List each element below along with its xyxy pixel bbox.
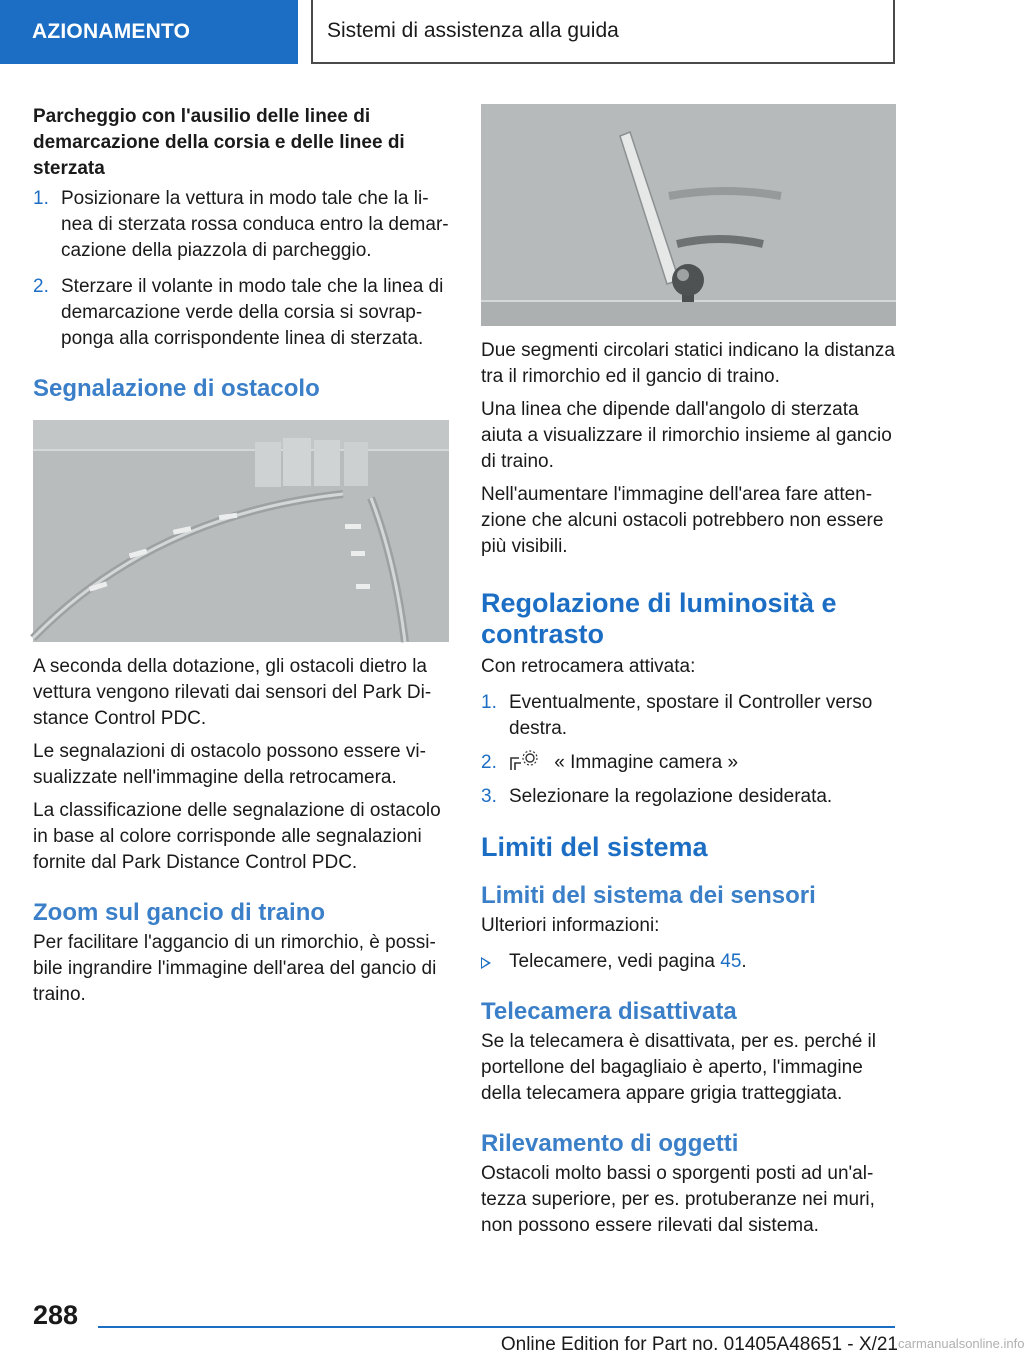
list-item	[481, 690, 896, 742]
zoom-paragraph: Per facilitare l'aggancio di un rimorchio, è possibile ingrandire l'immagine dell'area del gancio di traino.	[33, 932, 437, 1005]
brightness-steps	[481, 690, 896, 810]
object-detection-title: Rilevamento di oggetti	[481, 1130, 739, 1157]
object-detection-paragraph: Ostacoli molto bassi o sporgenti posti ad un'altezza superiore, per es. protuberanze nei muri, non possono essere rilevati dal sistema.	[481, 1163, 875, 1236]
step-number: 2.	[33, 276, 49, 297]
page-number: 288	[33, 1300, 79, 1330]
reference-end: .	[741, 951, 747, 972]
step-text: Selezionare la regolazione desiderata.	[509, 786, 833, 807]
bullet-triangle-icon	[481, 957, 491, 969]
watermark: carmanualsonline.info	[898, 1336, 1024, 1351]
list-item	[33, 186, 449, 264]
list-item	[481, 949, 896, 975]
footer-divider	[98, 1326, 895, 1328]
sensor-limits-intro: Ulteriori informazioni:	[481, 915, 660, 936]
list-item	[33, 274, 449, 352]
step-number: 1.	[33, 188, 49, 209]
step-text: « Immagine camera »	[554, 752, 739, 773]
sensor-limits-title: Limiti del sistema dei sensori	[481, 882, 816, 909]
obstacle-paragraph-1: A seconda della dotazione, gli ostacoli dietro la vettura vengono rilevati dai sensori del Park Distance Control PDC.	[33, 656, 432, 729]
sensor-limits-list	[481, 949, 896, 975]
obstacle-title: Segnalazione di ostacolo	[33, 375, 320, 402]
hitch-paragraph-1: Due segmenti circolari statici indicano la distanza tra il rimorchio ed il gancio di traino.	[481, 340, 895, 387]
obstacle-paragraph-2: Le segnalazioni di ostacolo possono essere visualizzate nell'immagine della retrocamera.	[33, 741, 426, 788]
step-text: Posizionare la vettura in modo tale che la linea di sterzata rossa conduca entro la demarcazione della piazzola di parcheggio.	[61, 188, 449, 261]
list-item	[481, 784, 896, 810]
reference-text: Telecamere, vedi pagina	[509, 951, 715, 972]
parking-heading: Parcheggio con l'ausilio delle linee di demarcazione della corsia e delle linee di sterzata	[33, 106, 405, 179]
hitch-camera-image	[481, 104, 896, 326]
step-text: Eventualmente, spostare il Controller verso destra.	[509, 692, 873, 739]
obstacle-paragraph-3: La classificazione delle segnalazione di ostacolo in base al colore corrisponde alle segnalazioni fornite dal Park Distance Control PDC.	[33, 800, 441, 873]
limits-title: Limiti del sistema	[481, 832, 708, 862]
brightness-intro: Con retrocamera attivata:	[481, 656, 696, 677]
left-column	[33, 104, 449, 1008]
hitch-paragraph-2: Una linea che dipende dall'angolo di sterzata aiuta a visualizzare il rimorchio insieme al gancio di traino.	[481, 399, 892, 472]
parking-steps	[33, 186, 449, 352]
chapter-title: Sistemi di assistenza alla guida	[311, 0, 895, 64]
zoom-title: Zoom sul gancio di traino	[33, 899, 326, 926]
camera-off-paragraph: Se la telecamera è disattivata, per es. perché il portellone del bagagliaio è aperto, l'immagine della telecamera appare grigia tratteggiata.	[481, 1031, 876, 1104]
step-number: 2.	[481, 752, 497, 773]
brightness-title: Regolazione di luminosità e contrasto	[481, 588, 837, 649]
list-item	[481, 750, 896, 776]
camera-settings-icon	[509, 750, 539, 772]
hitch-paragraph-3: Nell'aumentare l'immagine dell'area fare attenzione che alcuni ostacoli potrebbero non essere più visibili.	[481, 484, 884, 557]
section-tab: AZIONAMENTO	[0, 0, 298, 64]
step-number: 3.	[481, 786, 497, 807]
obstacle-camera-image	[33, 420, 449, 642]
page-reference-link[interactable]: 45	[720, 951, 742, 972]
step-number: 1.	[481, 692, 497, 713]
step-text: Sterzare il volante in modo tale che la linea di demarcazione verde della corsia si sovrapponga alla corrispondente linea di sterzata.	[61, 276, 444, 349]
camera-off-title: Telecamera disattivata	[481, 998, 737, 1025]
right-column	[481, 104, 896, 1239]
edition-text: Online Edition for Part no. 01405A48651 - X/21	[500, 1334, 898, 1355]
